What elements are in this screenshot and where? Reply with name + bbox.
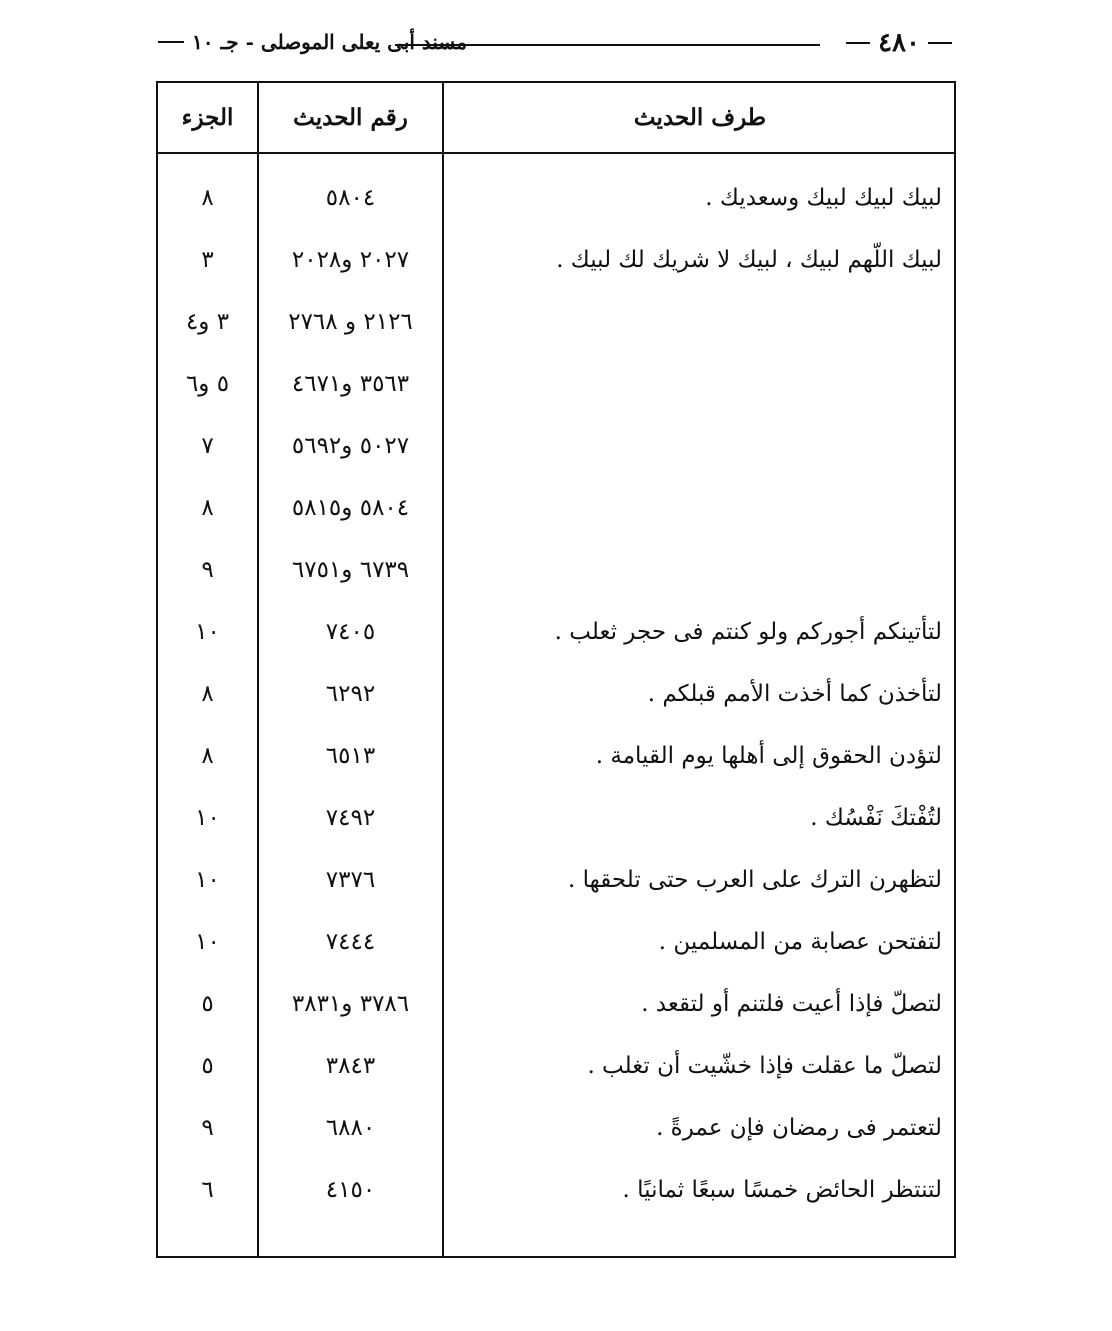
hadith-text-cell [448, 297, 942, 347]
part-cell: ٧ [201, 433, 214, 459]
dash-rule [158, 41, 184, 43]
part-cell: ٥ [201, 991, 214, 1017]
hadith-number-cell: ٥٠٢٧ و٥٦٩٢ [291, 433, 410, 459]
hadith-text-cell: لتعتمر فى رمضان فإن عمرةً . [656, 1115, 942, 1141]
page-number-text: ٤٨٠ [878, 28, 920, 58]
table-row [158, 359, 954, 409]
part-cell: ٦ [201, 1177, 214, 1203]
hadith-text-cell: لتُفْتكَ نَفْسُك . [810, 805, 942, 831]
part-cell: ٨ [201, 185, 214, 211]
table-row [158, 1103, 954, 1153]
table-row [158, 421, 954, 471]
table-row [158, 607, 954, 657]
part-cell: ٣ و٤ [185, 309, 230, 335]
table-row [158, 1041, 954, 1091]
hadith-index-table [156, 81, 956, 1258]
hadith-text-cell: لتأخذن كما أخذت الأمم قبلكم . [647, 681, 942, 707]
dash-rule [928, 42, 952, 44]
part-cell: ١٠ [195, 867, 220, 893]
table-row [158, 483, 954, 533]
table-row [158, 235, 954, 285]
hadith-text-cell: لبيك لبيك لبيك وسعديك . [705, 185, 942, 211]
hadith-number-cell: ٦٨٨٠ [325, 1115, 376, 1141]
hadith-number-cell: ٧٤٤٤ [325, 929, 376, 955]
part-cell: ٩ [201, 1115, 214, 1141]
part-cell: ٥ [201, 1053, 214, 1079]
table-row [158, 173, 954, 223]
hadith-number-cell: ٣٧٨٦ و٣٨٣١ [291, 991, 410, 1017]
table-row [158, 1165, 954, 1215]
hadith-number-cell: ٦٧٣٩ و٦٧٥١ [291, 557, 410, 583]
part-cell: ٨ [201, 743, 214, 769]
hadith-text-cell [448, 421, 942, 471]
table-row [158, 979, 954, 1029]
book-title [150, 30, 467, 54]
hadith-text-cell: لتظهرن الترك على العرب حتى تلحقها . [568, 867, 942, 893]
hadith-text-cell: لتنتظر الحائض خمسًا سبعًا ثمانيًا . [622, 1177, 942, 1203]
hadith-text-cell: لبيك اللّهم لبيك ، لبيك لا شريك لك لبيك . [556, 247, 942, 273]
part-cell: ٨ [201, 495, 214, 521]
hadith-text-cell: لتؤدن الحقوق إلى أهلها يوم القيامة . [595, 743, 942, 769]
dash-rule [846, 42, 870, 44]
column-header-part: الجزء [181, 104, 234, 131]
part-cell: ١٠ [195, 805, 220, 831]
hadith-number-cell: ٣٨٤٣ [325, 1053, 376, 1079]
hadith-number-cell: ٧٣٧٦ [325, 867, 376, 893]
part-cell: ١٠ [195, 619, 220, 645]
header-divider [158, 152, 954, 154]
table-row [158, 545, 954, 595]
column-header-hadith-text: طرف الحديث [633, 104, 767, 131]
table-row [158, 855, 954, 905]
part-cell: ٩ [201, 557, 214, 583]
book-title-text: مسند أبى يعلى الموصلى - جـ ١٠ [192, 30, 467, 54]
column-header-hadith-number: رقم الحديث [293, 104, 408, 131]
hadith-number-cell: ٧٤٠٥ [325, 619, 376, 645]
hadith-number-cell: ٢١٢٦ و ٢٧٦٨ [288, 309, 413, 335]
hadith-number-cell: ٧٤٩٢ [325, 805, 376, 831]
hadith-text-cell: لتأتينكم أجوركم ولو كنتم فى حجر ثعلب . [554, 619, 942, 645]
part-cell: ٣ [201, 247, 214, 273]
hadith-number-cell: ٣٥٦٣ و٤٦٧١ [291, 371, 410, 397]
table-row [158, 669, 954, 719]
part-cell: ٥ و٦ [185, 371, 230, 397]
table-row [158, 297, 954, 347]
hadith-text-cell: لتفتحن عصابة من المسلمين . [658, 929, 942, 955]
table-row [158, 793, 954, 843]
hadith-number-cell: ٢٠٢٧ و٢٠٢٨ [291, 247, 410, 273]
hadith-number-cell: ٤١٥٠ [325, 1177, 376, 1203]
hadith-text-cell: لتصلّ فإذا أعيت فلتنم أو لتقعد . [641, 991, 942, 1017]
hadith-text-cell: لتصلّ ما عقلت فإذا خشّيت أن تغلب . [587, 1053, 942, 1079]
hadith-text-cell [448, 545, 942, 595]
table-row [158, 917, 954, 967]
table-row [158, 731, 954, 781]
part-cell: ٨ [201, 681, 214, 707]
running-head [150, 28, 960, 62]
hadith-number-cell: ٦٢٩٢ [325, 681, 376, 707]
hadith-number-cell: ٥٨٠٤ [325, 185, 376, 211]
hadith-text-cell [448, 483, 942, 533]
part-cell: ١٠ [195, 929, 220, 955]
hadith-number-cell: ٥٨٠٤ و٥٨١٥ [291, 495, 410, 521]
hadith-text-cell [448, 359, 942, 409]
page-number [838, 28, 960, 58]
hadith-number-cell: ٦٥١٣ [325, 743, 376, 769]
